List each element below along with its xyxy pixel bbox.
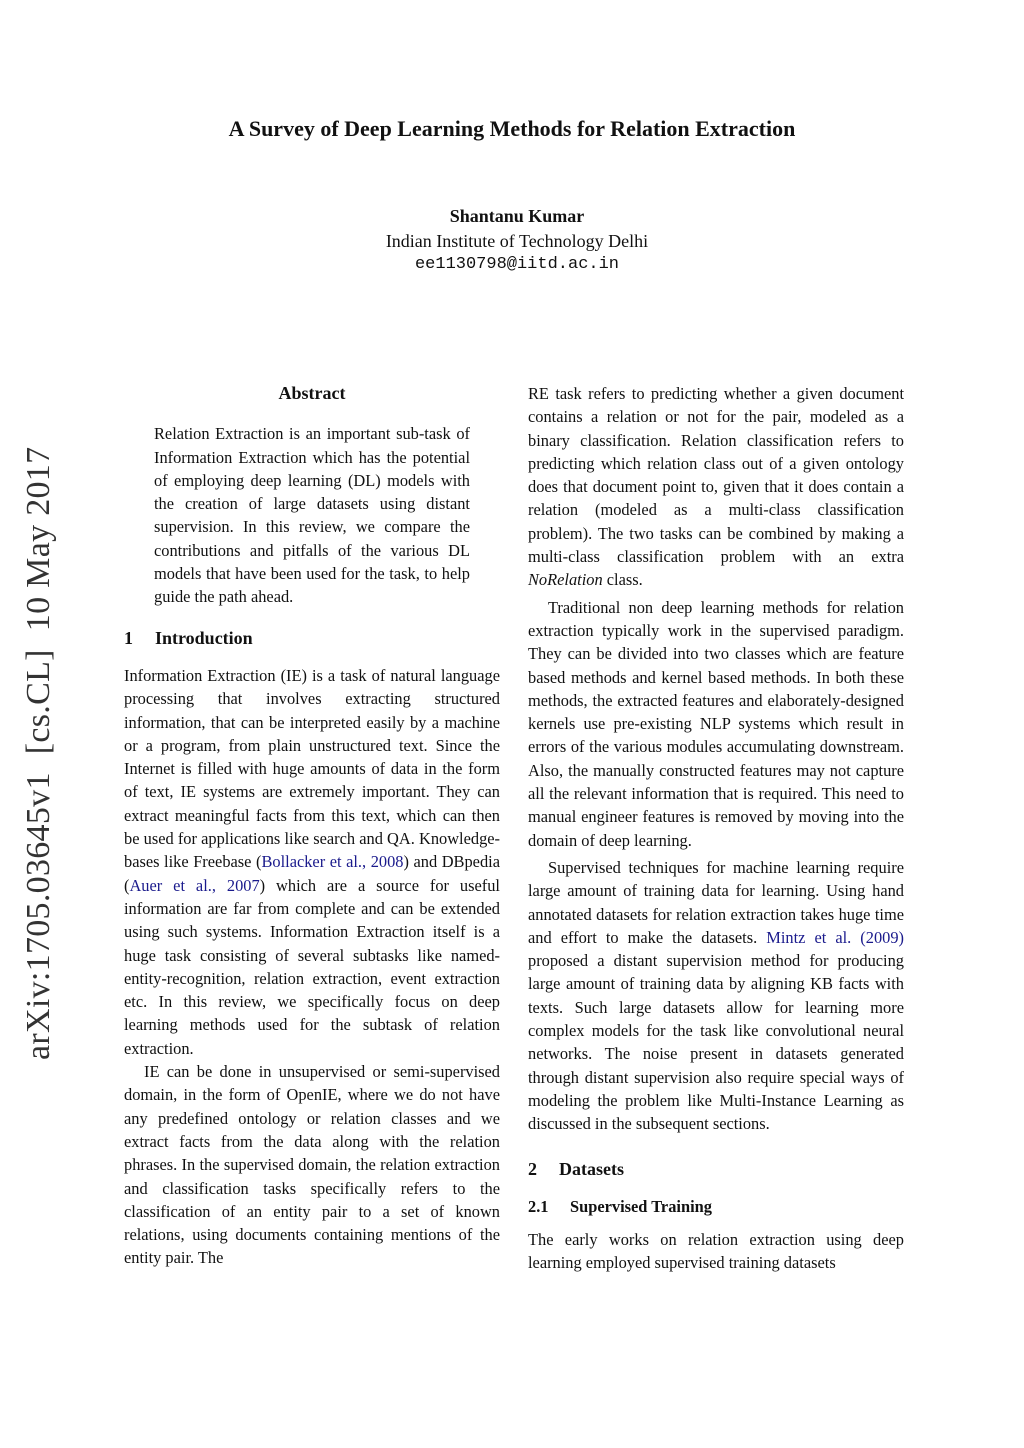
citation-mintz[interactable]: Mintz et al. (2009) (766, 927, 904, 947)
intro-paragraph-2: IE can be done in unsupervised or semi-supervised domain, in the form of OpenIE, where we do not have any predefined ontology or relation classes and we extract facts from the data along with the relation phrases. In the supervised domain, the relation extraction and classification tasks specifically refers to the classification of an entity pair to a set of known relations, using documents containing mentions of the entity pair. The (124, 1062, 500, 1268)
section-number: 2 (528, 1158, 537, 1179)
author-email[interactable]: ee1130798@iitd.ac.in (414, 255, 620, 274)
citation-auer[interactable]: Auer et al., 2007 (129, 875, 260, 895)
section-title: Introduction (155, 627, 253, 648)
intro-text: Supervised techniques for machine learning require large amount of training data for learning. Using hand annotated datasets for relation extraction takes huge time and effort to make the datasets. (528, 857, 904, 947)
arxiv-date: 10 May 2017 (20, 446, 57, 632)
section-heading-introduction (124, 627, 500, 650)
left-column (124, 382, 500, 1270)
author-affiliation: Indian Institute of Technology Delhi (385, 231, 649, 251)
intro-paragraph-5 (528, 856, 904, 1136)
intro-paragraph-3 (528, 382, 904, 592)
arxiv-category: [cs.CL] (20, 649, 57, 755)
author-block (0, 203, 1024, 277)
intro-text: ) and DBpedia ( (124, 852, 500, 895)
author-name: Shantanu Kumar (449, 206, 585, 226)
norelation-term: NoRelation (528, 570, 603, 590)
subsection-title: Supervised Training (570, 1196, 712, 1216)
intro-paragraph-1 (124, 664, 500, 1060)
intro-paragraph-4: Traditional non deep learning methods for relation extraction typically work in the supervised paradigm. They can be divided into two classes which are feature based methods and kernel based methods. In both these methods, the extracted features and elaborately-designed kernels use pre-existing NLP systems which result in errors of the various modules accumulating downstream. Also, the manually constructed features may not capture all the relevant information that is required. This need to manual engineer features is removed by moving into the domain of deep learning. (528, 597, 904, 850)
intro-text: Information Extraction (IE) is a task of natural language processing that involves extracting structured information, that can be interpreted easily by a machine or a program, from plain unstructured text. Since the Internet is filled with huge amounts of data in the form of text, IE systems are extremely important. They can extract meaningful facts from this text, which can then be used for applications like search and QA. Knowledge-bases like Freebase ( (124, 665, 500, 872)
arxiv-id[interactable]: arXiv:1705.03645v1 (20, 772, 57, 1060)
intro-text: ) which are a source for useful information are far from complete and can be extended using such systems. Information Extraction itself is a huge task consisting of several subtasks like named-entity-recognition, relation extraction, event extraction etc. In this review, we specifically focus on deep learning methods used for the subtask of relation extraction. (124, 875, 500, 1058)
datasets-paragraph-1: The early works on relation extraction using deep learning employed supervised training datasets (528, 1230, 904, 1273)
section-number: 1 (124, 627, 133, 648)
citation-bollacker[interactable]: Bollacker et al., 2008 (261, 852, 404, 872)
intro-text: class. (602, 570, 643, 590)
section-heading-datasets (528, 1158, 904, 1181)
paper-title: A Survey of Deep Learning Methods for Relation Extraction (228, 116, 796, 141)
intro-text: proposed a distant supervision method for producing large amount of training data by aligning KB facts with texts. Such large datasets allow for learning more complex models for the task like convolutional neural networks. The noise present in datasets generated through distant supervision also require special ways of modeling the problem like Multi-Instance Learning as discussed in the subsequent sections. (528, 951, 904, 1134)
abstract-heading: Abstract (278, 383, 346, 403)
abstract-text: Relation Extraction is an important sub-task of Information Extraction which has the potential of employing deep learning (DL) models with the creation of large datasets using distant supervision. In this review, we compare the contributions and pitfalls of the various DL models that have been used for the task, to help guide the path ahead. (154, 424, 470, 607)
intro-text: RE task refers to predicting whether a given document contains a relation or not for the pair, modeled as a binary classification. Relation classification refers to predicting which relation class out of a given ontology does that document point to, given that it does contain a relation (modeled as a multi-class classification problem). The two tasks can be combined by making a multi-class classification problem with an extra (528, 384, 904, 567)
subsection-number: 2.1 (528, 1196, 549, 1216)
section-title: Datasets (559, 1158, 624, 1179)
right-column (528, 382, 904, 1275)
subsection-heading-supervised-training (528, 1195, 904, 1218)
